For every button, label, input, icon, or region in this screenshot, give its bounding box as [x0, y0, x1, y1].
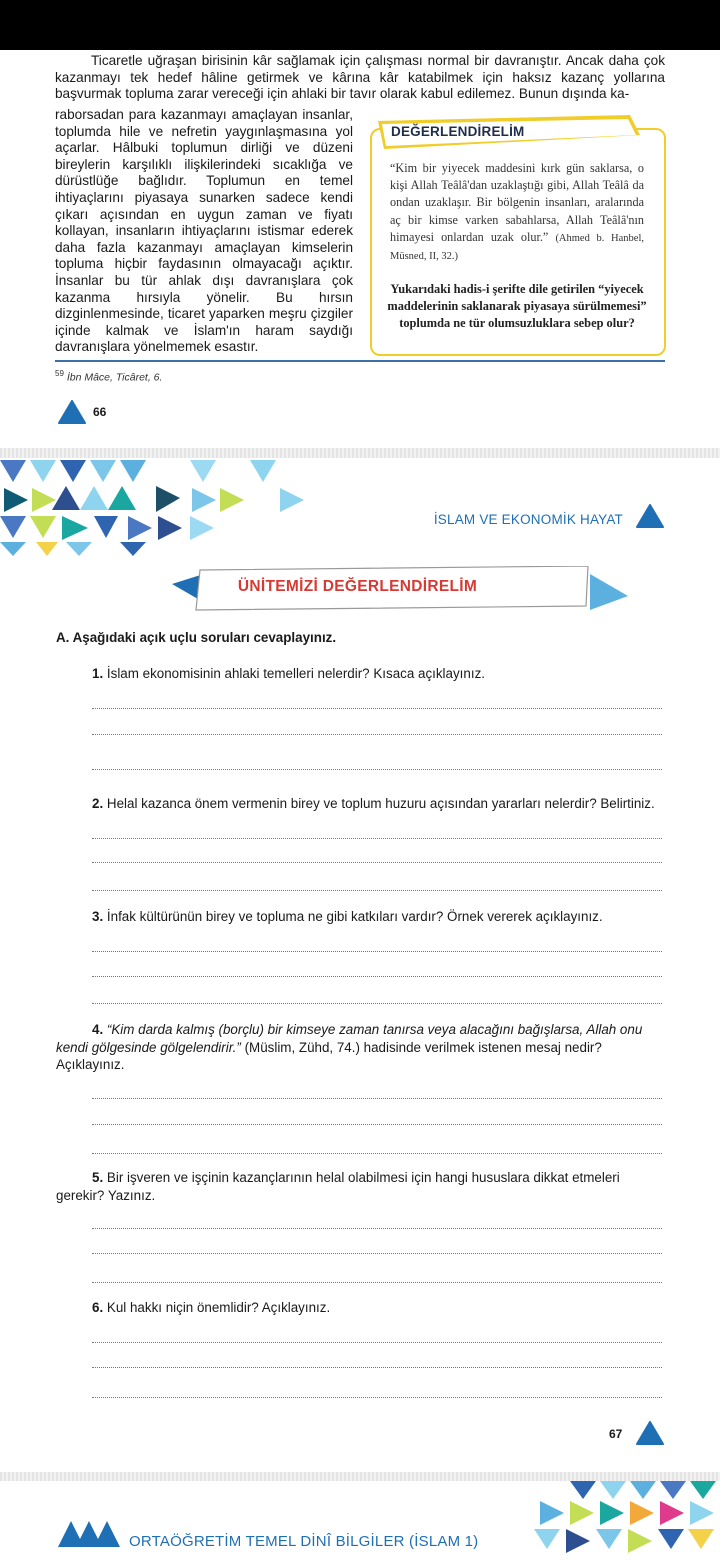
question-6: 6. Kul hakkı niçin önemlidir? Açıklayınız. [92, 1300, 331, 1315]
evaluation-title: DEĞERLENDİRELİM [391, 124, 525, 139]
body-column-text: raborsadan para kazanmayı amaçlayan insanlar, toplumda hile ve nefretin yaygınlaşmasına yol açarlar. Hâlbuki toplumun dirliği ve düzeni bireylerin karşılıklı ilişkilerindeki sıcaklığa ve dürüstlüğe bağlıdır. Toplumun en temel ihtiyaçlarını piyasaya sunarken sadece kendi çıkarı açısından en uygun zaman ve fiyatı kollayan, insanların ihtiyaçlarını istismar ederek daha fazla kazanmayı amaçlayan kimselerin topluma hiçbir faydasının olmayacağı açıktır. İnsanlar bu tür ahlak dışı davranışlara çok kazanma hırsıyla yönelir. Bu hırsın dizginlenmesinde, ticaret yaparken meşru çizgiler içinde kalmak ve İslam'ın haram saydığı davranışlara yönelmemek esastır. [55, 107, 353, 355]
answer-line[interactable] [92, 1098, 662, 1099]
decorative-triangles-pattern [0, 456, 310, 556]
footnote: $^{59}$ İbn Mâce, Ticâret, 6. [55, 369, 163, 384]
question-1: 1. İslam ekonomisinin ahlaki temelleri nelerdir? Kısaca açıklayınız. [92, 666, 485, 681]
unit-title: ÜNİTEMİZİ DEĞERLENDİRELİM [237, 578, 478, 595]
question-3: 3. İnfak kültürünün birey ve topluma ne gibi katkıları vardır? Örnek vererek açıklayınız. [92, 909, 603, 924]
footer-logo-icon [57, 1519, 121, 1549]
unit-header-title: İSLAM VE EKONOMİK HAYAT [433, 512, 623, 527]
answer-line[interactable] [92, 1153, 662, 1154]
hadith-quote: “Kim bir yiyecek maddesini kırk gün saklarsa, o kişi Allah Teâlâ'dan uzaklaştığı gibi, Allah Teâlâ da ondan uzaklaşır. Bir bölgenin insanları, aralarında aç bir kimse varken sabahlarsa, Allah Teâlâ'nın himayesi onlardan uzak olur.” (Ahmed b. Hanbel, Müsned, II, 32.) [390, 161, 645, 263]
answer-line[interactable] [92, 1228, 662, 1229]
answer-line[interactable] [92, 951, 662, 952]
footnote-divider [55, 360, 665, 362]
answer-line[interactable] [92, 1397, 662, 1398]
answer-line[interactable] [92, 838, 662, 839]
hadith-reference: (Ahmed b. Hanbel, Müsned, II, 32.) [390, 232, 645, 263]
page-triangle-icon [58, 400, 86, 424]
answer-line[interactable] [92, 1342, 662, 1343]
section-a-heading: A. Aşağıdaki açık uçlu soruları cevaplayınız. [56, 630, 337, 645]
status-bar [0, 0, 720, 50]
decorative-triangles-pattern [530, 1481, 720, 1560]
evaluation-question: Yukarıdaki hadis-i şerifte dile getirilen “yiyecek maddelerinin saklanarak piyasaya sürülmemesi” toplumda ne tür olumsuzluklara sebep olur? [387, 282, 647, 331]
page-number: 66 [93, 405, 107, 419]
question-4: 4. “Kim darda kalmış (borçlu) bir kimseye zaman tanırsa veya alacağını bağışlarsa, Allah onu kendi gölgesinde gölgelendirir.” (Müslim, Zühd, 74.) hadisinde verilmek istenen mesaj nedir? Açıklayınız. [56, 1022, 643, 1072]
header-triangle-icon [636, 504, 664, 528]
answer-line[interactable] [92, 1003, 662, 1004]
book-title-footer: ORTAÖĞRETİM TEMEL DİNÎ BİLGİLER (İSLAM 1) [129, 1533, 479, 1550]
lead-paragraph: Ticaretle uğraşan birisinin kâr sağlamak için çalışması normal bir davranıştır. Ancak daha çok kazanmayı tek hedef hâline getirmek ve kârına kâr katabilmek için haksız kazanç yollarına başvurmak topluma zarar vereceği için ahlaki bir tavır olarak kabul edilemez. Bunun dışında ka- [55, 53, 665, 102]
question-5: 5. Bir işveren ve işçinin kazançlarının helal olabilmesi için hangi hususlara dikkat etmeleri gerekir? Yazınız. [56, 1170, 620, 1203]
answer-line[interactable] [92, 862, 662, 863]
page-triangle-icon [636, 1421, 664, 1445]
answer-line[interactable] [92, 769, 662, 770]
answer-line[interactable] [92, 1367, 662, 1368]
answer-line[interactable] [92, 1124, 662, 1125]
page-separator [0, 1472, 720, 1481]
answer-line[interactable] [92, 734, 662, 735]
answer-line[interactable] [92, 708, 662, 709]
answer-line[interactable] [92, 1253, 662, 1254]
answer-line[interactable] [92, 890, 662, 891]
answer-line[interactable] [92, 1282, 662, 1283]
page-number: 67 [609, 1427, 623, 1441]
answer-line[interactable] [92, 976, 662, 977]
question-2: 2. Helal kazanca önem vermenin birey ve toplum huzuru açısından yararları nelerdir? Belirtiniz. [92, 796, 655, 811]
